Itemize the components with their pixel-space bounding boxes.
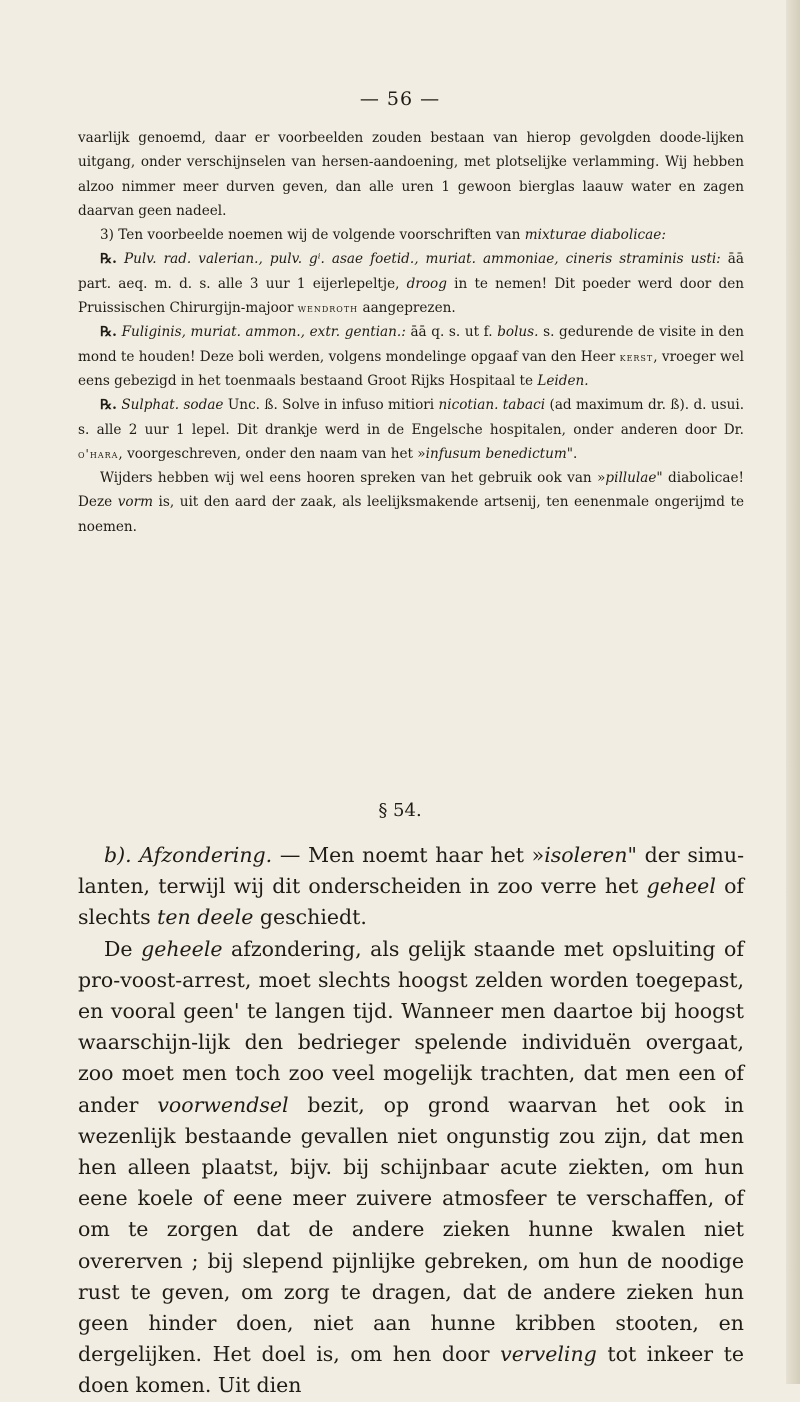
person-name: o'hara	[78, 446, 119, 461]
italic-text: Leiden.	[537, 372, 589, 389]
text: in te nemen! Dit poeder werd door den Pruissischen Chirurgijn-majoor	[78, 275, 744, 317]
text: — Men noemt haar het »	[272, 843, 545, 867]
text: " der simu-lanten, terwijl wij dit onderscheiden in zoo verre het	[78, 843, 745, 899]
text: " diabolicae! Deze	[78, 470, 744, 511]
recipe-icon: ℞.	[100, 397, 117, 414]
text: āā part. aeq. m. d. s. alle 3 uur 1 eijerlepeltje,	[78, 251, 744, 292]
italic-text: mixturae diabolicae:	[524, 227, 666, 244]
prescription-1	[78, 247, 744, 320]
italic-text: Fuliginis, muriat. ammon., extr. gentian.:	[121, 324, 406, 341]
page-number: — 56 —	[359, 88, 441, 110]
recipe-icon: ℞.	[100, 324, 117, 341]
text: ".	[566, 445, 578, 462]
text: aangeprezen.	[358, 300, 456, 317]
main-paragraph	[78, 840, 744, 934]
italic-text: verveling	[500, 1342, 597, 1367]
footnote-paragraph	[78, 223, 744, 247]
italic-text: nicotian. tabaci	[438, 397, 546, 414]
text: , voorgeschreven, onder den naam van het »	[118, 445, 426, 462]
italic-text: droog	[406, 275, 447, 292]
footnote-block	[78, 126, 744, 539]
italic-text: Pulv. rad. valerian., pulv. gⁱ. asae foetid., muriat. ammoniae, cineris straminis usti:	[123, 251, 721, 268]
main-paragraph	[78, 934, 744, 1402]
text: , vroeger wel eens gebezigd in het toenmaals bestaand Groot Rijks Hospitaal te	[78, 348, 744, 389]
italic-text: pillulae	[605, 470, 657, 487]
italic-text: infusum benedictum	[425, 445, 567, 462]
person-name: kerst	[619, 349, 654, 364]
text: is, uit den aard der zaak, als leelijksmakende artsenij, ten eenenmale ongerijmd te noemen.	[78, 494, 744, 535]
text: 3) Ten voorbeelde noemen wij de volgende voorschriften van	[100, 227, 525, 244]
text: geschiedt.	[253, 905, 367, 930]
text: tot inkeer te doen komen. Uit dien	[78, 1342, 744, 1398]
text: Unc. ß. Solve in infuso mitiori	[223, 397, 439, 414]
prescription-2	[78, 320, 744, 393]
section-heading: § 54.	[378, 800, 422, 821]
text: vaarlijk genoemd, daar er voorbeelden zouden bestaan van hierop gevolgden doode-lijken uitgang, onder verschijnselen van hersen-aandoening, met plotselijke verlamming. Wij hebben alzoo nimmer meer durven geven, dan alle uren 1 gewoon bierglas laauw water en zagen daarvan geen nadeel.	[78, 130, 744, 219]
text: (ad maximum dr. ß). d. usui. s. alle 2 uur 1 lepel. Dit drankje werd in de Engelsche hospitalen, onder anderen door Dr.	[78, 397, 745, 438]
text: Wijders hebben wij wel eens hooren spreken van het gebruik ook van »	[100, 470, 606, 487]
text: bezit, op grond waarvan het ook in wezenlijk bestaande gevallen niet ongunstig zou zijn, dat men hen alleen plaatst, bijv. bij schijnbaar acute ziekten, om hun eene koele of eene meer zuivere atmosfeer te verschaffen, of om te zorgen dat de andere zieken hunne kwalen niet overerven ; bij slepend pijnlijke gebreken, om hun de noodige rust te geven, om zorg te dragen, dat de andere zieken hun geen hinder doen, niet aan hunne kribben stooten, en dergelijken. Het doel is, om hen door	[78, 1092, 744, 1367]
text: of slechts	[78, 874, 744, 930]
italic-text: geheele	[141, 936, 223, 961]
italic-text: geheel	[646, 874, 716, 899]
text: āā q. s. ut f.	[405, 324, 498, 341]
footnote-paragraph	[78, 126, 744, 223]
footnote-paragraph	[78, 466, 744, 539]
text: De	[104, 936, 142, 961]
person-name: wendroth	[297, 301, 359, 316]
italic-text: vorm	[117, 494, 153, 511]
subheading: b). Afzondering.	[104, 843, 273, 867]
italic-text: isoleren	[544, 843, 628, 867]
italic-text: voorwendsel	[157, 1092, 289, 1117]
italic-text: ten deele	[157, 905, 254, 930]
prescription-3	[78, 393, 744, 466]
main-text	[78, 840, 744, 1402]
italic-text: bolus.	[497, 324, 539, 341]
page-edge	[786, 0, 800, 1384]
recipe-icon: ℞.	[100, 251, 117, 268]
italic-text: Sulphat. sodae	[121, 397, 224, 414]
text: s. gedurende de visite in den mond te houden! Deze boli werden, volgens mondelinge opgaaf van den Heer	[78, 324, 744, 365]
text: afzondering, als gelijk staande met opsluiting of pro-voost-arrest, moet slechts hoogst zelden worden toegepast, en vooral geen' te langen tijd. Wanneer men daartoe bij hoogst waarschijn-lijk den bedrieger spelende individuën overgaat, zoo moet men toch zoo veel mogelijk trachten, dat men een of ander	[78, 936, 744, 1117]
